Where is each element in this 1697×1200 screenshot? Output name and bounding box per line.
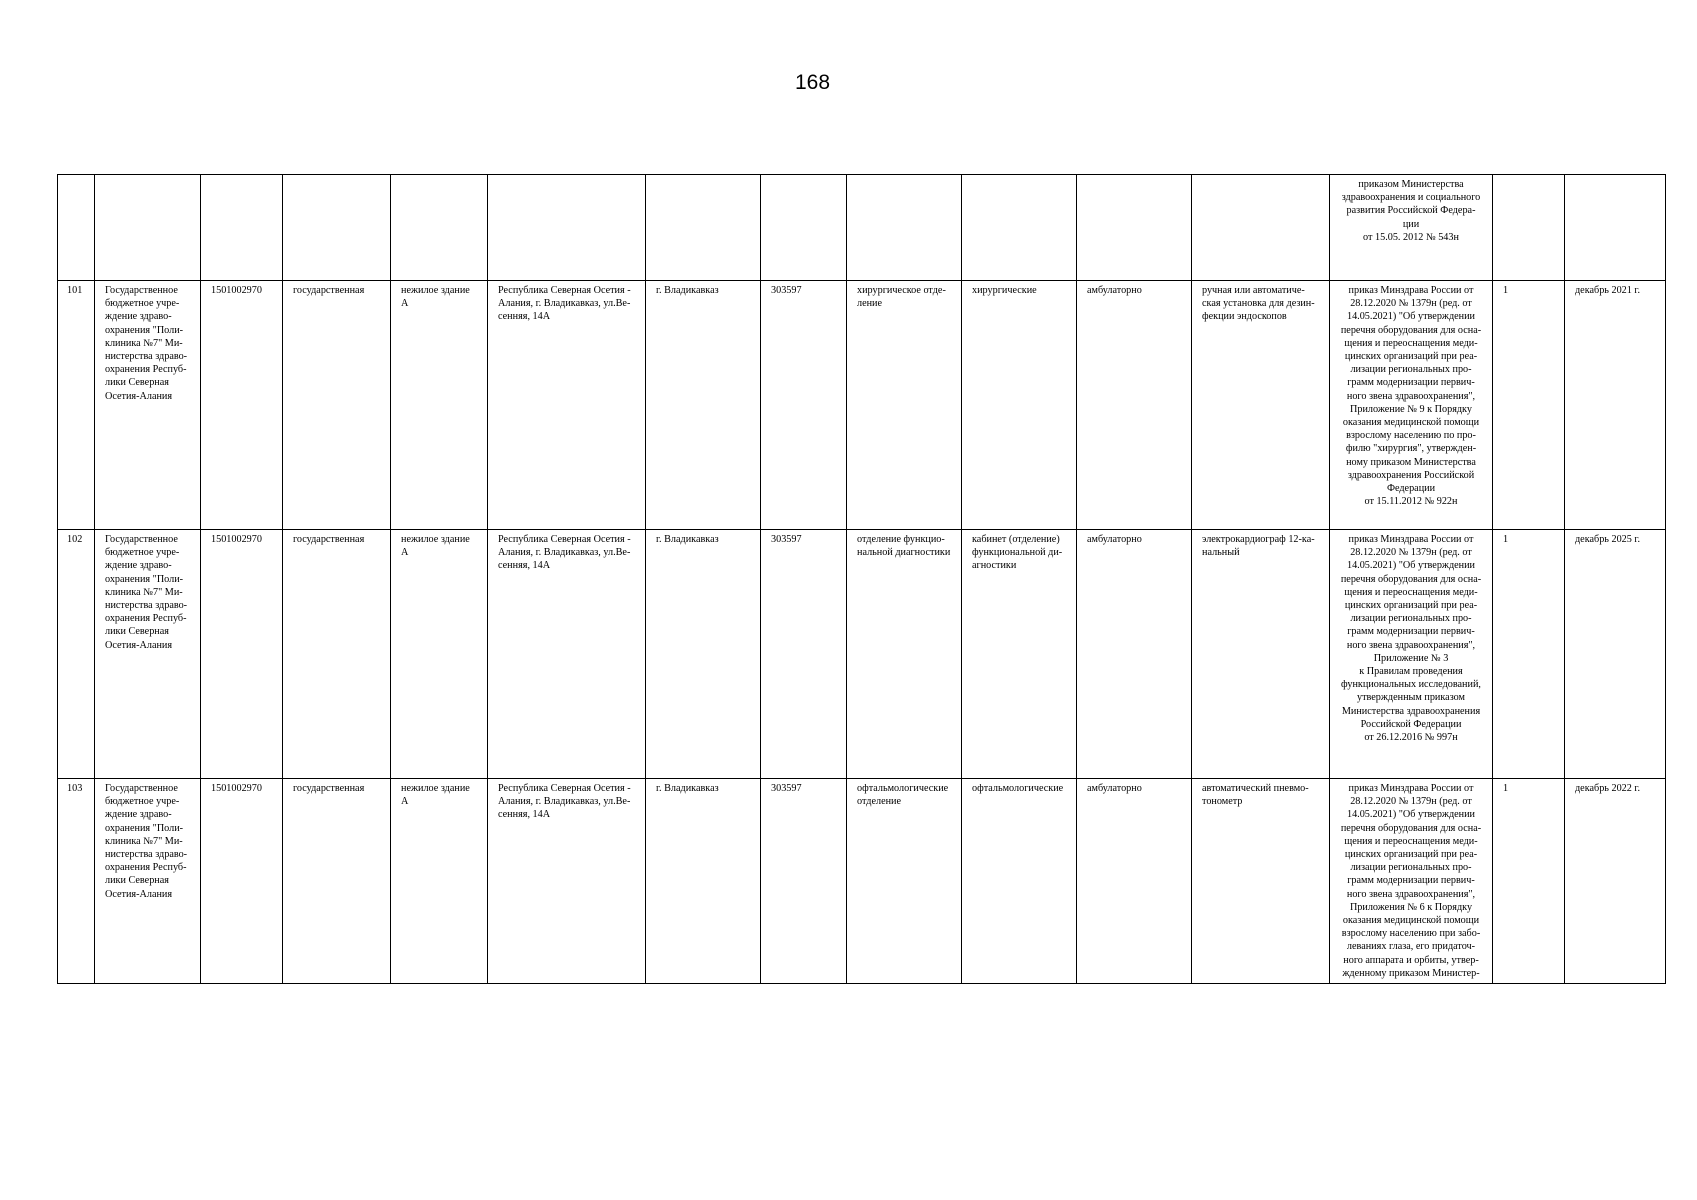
quantity-cell bbox=[1493, 175, 1565, 281]
inn-cell: 1501002970 bbox=[201, 281, 283, 530]
ownership-cell: государственная bbox=[283, 779, 391, 984]
address-cell: Республика Северная Осетия - Алания, г. Владикавказ, ул.Ве- сенняя, 14А bbox=[488, 281, 646, 530]
address-cell: Республика Северная Осетия - Алания, г. Владикавказ, ул.Ве- сенняя, 14А bbox=[488, 530, 646, 779]
inn-cell: 1501002970 bbox=[201, 779, 283, 984]
quantity-cell: 1 bbox=[1493, 779, 1565, 984]
city-cell bbox=[646, 175, 761, 281]
page-number: 168 bbox=[794, 71, 831, 94]
address-cell bbox=[488, 175, 646, 281]
legal-basis-cell: приказ Минздрава России от 28.12.2020 № 1379н (ред. от 14.05.2021) "Об утверждении перечня оборудования для осна- щения и переоснащения меди- цинских организаций при реа- лизации региональных про- грамм модернизации первич- ного звена здравоохранения", Приложения № 6 к Порядку оказания медицинской помощи взрослому населению при забо- леваниях глаза, его придаточ- ного аппарата и орбиты, утвер- жденному приказом Министер- bbox=[1330, 779, 1493, 984]
organization-cell: Государственное бюджетное учре- ждение здраво- охранения "Поли- клиника №7" Ми- нистерства здраво- охранения Респуб- лики Северная Осетия-Алания bbox=[95, 530, 201, 779]
equipment-cell bbox=[1192, 175, 1330, 281]
ownership-cell: государственная bbox=[283, 281, 391, 530]
legal-basis-cell: приказом Министерства здравоохранения и социального развития Российской Федера- ции от 15.05. 2012 № 543н bbox=[1330, 175, 1493, 281]
inn-cell: 1501002970 bbox=[201, 530, 283, 779]
table-row bbox=[58, 281, 1666, 530]
building-cell: нежилое здание А bbox=[391, 779, 488, 984]
equipment-cell: ручная или автоматиче- ская установка для дезин- фекции эндоскопов bbox=[1192, 281, 1330, 530]
city-cell: г. Владикавказ bbox=[646, 779, 761, 984]
legal-basis-cell: приказ Минздрава России от 28.12.2020 № 1379н (ред. от 14.05.2021) "Об утверждении перечня оборудования для осна- щения и переоснащения меди- цинских организаций при реа- лизации региональных про- грамм модернизации первич- ного звена здравоохранения", Приложение № 9 к Порядку оказания медицинской помощи взрослому населению по про- филю "хирургия", утвержден- ному приказом Министерства здравоохранения Российской Федерации от 15.11.2012 № 922н bbox=[1330, 281, 1493, 530]
date-cell: декабрь 2021 г. bbox=[1565, 281, 1666, 530]
equipment-cell: электрокардиограф 12-ка- нальный bbox=[1192, 530, 1330, 779]
building-cell: нежилое здание А bbox=[391, 530, 488, 779]
date-cell bbox=[1565, 175, 1666, 281]
row-number-cell: 102 bbox=[58, 530, 95, 779]
table-row bbox=[58, 175, 1666, 281]
row-number-cell bbox=[58, 175, 95, 281]
equipment-table bbox=[57, 174, 1666, 984]
department-cell: отделение функцио- нальной диагностики bbox=[847, 530, 962, 779]
code-cell: 303597 bbox=[761, 530, 847, 779]
organization-cell bbox=[95, 175, 201, 281]
cabinet-cell: кабинет (отделение) функциональной ди- агностики bbox=[962, 530, 1077, 779]
legal-basis-cell: приказ Минздрава России от 28.12.2020 № 1379н (ред. от 14.05.2021) "Об утверждении перечня оборудования для осна- щения и переоснащения меди- цинских организаций при реа- лизации региональных про- грамм модернизации первич- ного звена здравоохранения", Приложение № 3 к Правилам проведения функциональных исследований, утвержденным приказом Министерства здравоохранения Российской Федерации от 26.12.2016 № 997н bbox=[1330, 530, 1493, 779]
department-cell: офтальмологические отделение bbox=[847, 779, 962, 984]
table-row bbox=[58, 779, 1666, 984]
department-cell bbox=[847, 175, 962, 281]
equipment-cell: автоматический пневмо- тонометр bbox=[1192, 779, 1330, 984]
cabinet-cell bbox=[962, 175, 1077, 281]
code-cell: 303597 bbox=[761, 779, 847, 984]
care-type-cell: амбулаторно bbox=[1077, 530, 1192, 779]
row-number-cell: 103 bbox=[58, 779, 95, 984]
organization-cell: Государственное бюджетное учре- ждение здраво- охранения "Поли- клиника №7" Ми- нистерства здраво- охранения Респуб- лики Северная Осетия-Алания bbox=[95, 281, 201, 530]
ownership-cell bbox=[283, 175, 391, 281]
inn-cell bbox=[201, 175, 283, 281]
date-cell: декабрь 2022 г. bbox=[1565, 779, 1666, 984]
department-cell: хирургическое отде- ление bbox=[847, 281, 962, 530]
organization-cell: Государственное бюджетное учре- ждение здраво- охранения "Поли- клиника №7" Ми- нистерства здраво- охранения Респуб- лики Северная Осетия-Алания bbox=[95, 779, 201, 984]
date-cell: декабрь 2025 г. bbox=[1565, 530, 1666, 779]
care-type-cell: амбулаторно bbox=[1077, 779, 1192, 984]
table-row bbox=[58, 530, 1666, 779]
care-type-cell: амбулаторно bbox=[1077, 281, 1192, 530]
care-type-cell bbox=[1077, 175, 1192, 281]
building-cell bbox=[391, 175, 488, 281]
code-cell: 303597 bbox=[761, 281, 847, 530]
cabinet-cell: офтальмологические bbox=[962, 779, 1077, 984]
city-cell: г. Владикавказ bbox=[646, 281, 761, 530]
building-cell: нежилое здание А bbox=[391, 281, 488, 530]
city-cell: г. Владикавказ bbox=[646, 530, 761, 779]
address-cell: Республика Северная Осетия - Алания, г. Владикавказ, ул.Ве- сенняя, 14А bbox=[488, 779, 646, 984]
cabinet-cell: хирургические bbox=[962, 281, 1077, 530]
quantity-cell: 1 bbox=[1493, 530, 1565, 779]
row-number-cell: 101 bbox=[58, 281, 95, 530]
code-cell bbox=[761, 175, 847, 281]
ownership-cell: государственная bbox=[283, 530, 391, 779]
quantity-cell: 1 bbox=[1493, 281, 1565, 530]
